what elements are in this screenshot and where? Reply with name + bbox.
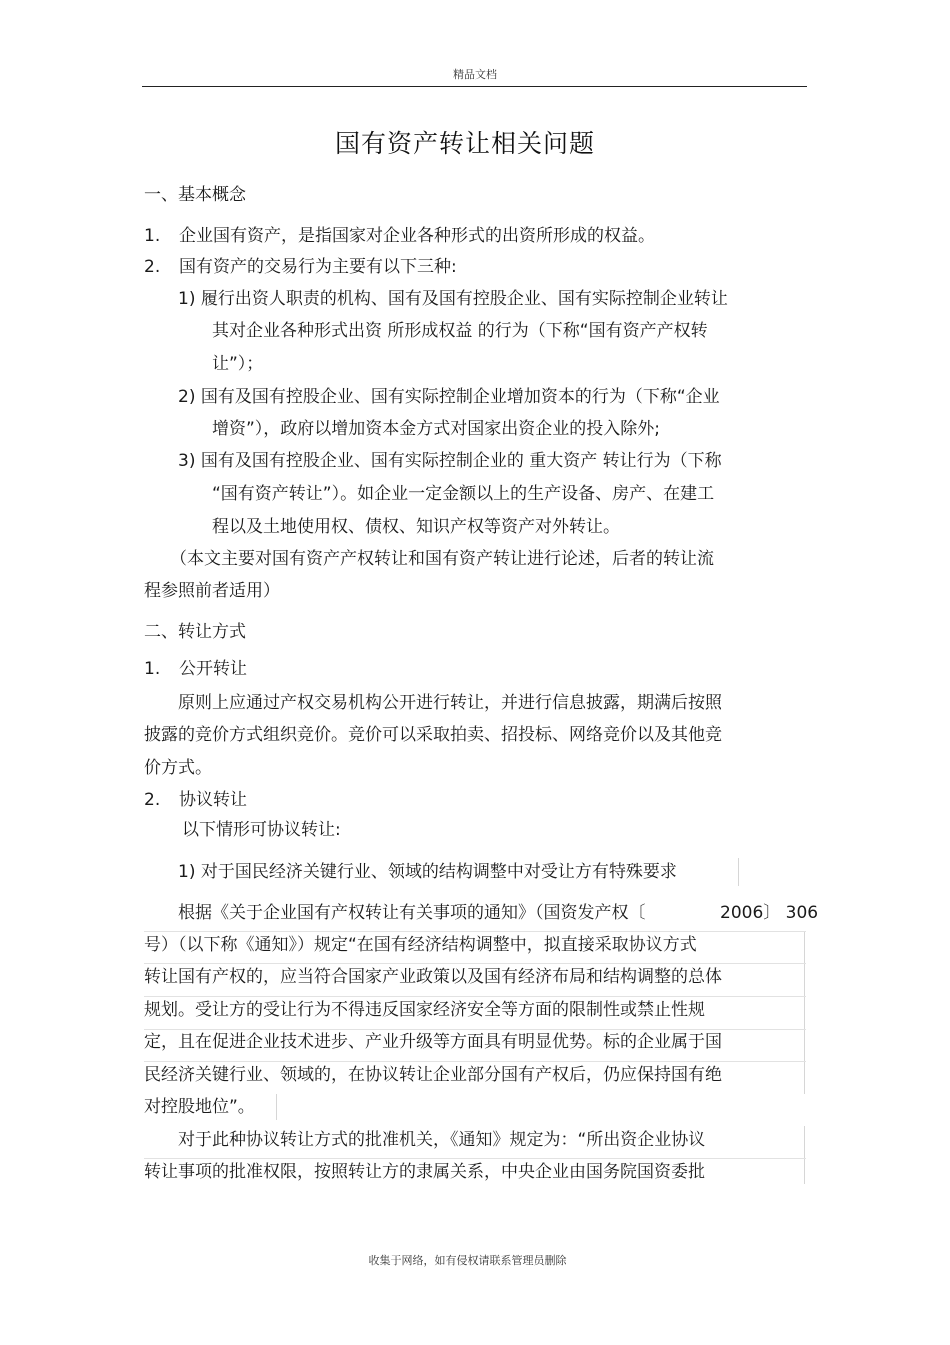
case-line: 1) 对于国民经济关键行业、领域的结构调整中对受让方有特殊要求 — [178, 862, 677, 882]
note-line: 程参照前者适用） — [144, 581, 280, 601]
paragraph-line: 以下情形可协议转让: — [182, 820, 341, 840]
list-item — [144, 789, 247, 811]
sub-item-line: 3) 国有及国有控股企业、国有实际控制企业的 重大资产 转让行为（下称 — [178, 451, 722, 471]
paragraph-line: 号）（以下称《通知》）规定“在国有经济结构调整中，拟直接采取协议方式 — [144, 935, 697, 955]
list-number: 1. — [144, 659, 161, 679]
list-item — [144, 256, 457, 278]
table-border — [144, 1061, 806, 1062]
paragraph-line: 价方式。 — [144, 758, 212, 778]
list-item — [144, 658, 247, 680]
paragraph-line: 定，且在促进企业技术进步、产业升级等方面具有明显优势。标的企业属于国 — [144, 1032, 722, 1052]
sub-item-line: 2) 国有及国有控股企业、国有实际控制企业增加资本的行为（下称“企业 — [178, 387, 720, 407]
table-border — [804, 932, 805, 1094]
list-text: 企业国有资产，是指国家对企业各种形式的出资所形成的权益。 — [179, 226, 655, 246]
paragraph-line: 规划。受让方的受让行为不得违反国家经济安全等方面的限制性或禁止性规 — [144, 1000, 705, 1020]
paragraph-line: 根据《关于企业国有产权转让有关事项的通知》（国资发产权〔 — [178, 903, 646, 923]
table-border — [144, 1029, 806, 1030]
paragraph-line: 对于此种协议转让方式的批准机关，《通知》规定为：“所出资企业协议 — [178, 1130, 706, 1150]
table-border — [144, 963, 806, 964]
table-border — [738, 858, 739, 886]
sub-item-line: 让”）； — [212, 354, 264, 374]
section-heading-transfer-methods: 二、转让方式 — [144, 622, 246, 642]
table-border — [144, 996, 806, 997]
paragraph-line: 原则上应通过产权交易机构公开进行转让，并进行信息披露，期满后按照 — [178, 693, 722, 713]
document-number: 2006〕 306 — [720, 903, 819, 923]
document-title: 国有资产转让相关问题 — [334, 129, 595, 158]
sub-item-line: 1) 履行出资人职责的机构、国有及国有控股企业、国有实际控制企业转让 — [178, 289, 728, 309]
header-divider — [142, 86, 807, 87]
list-item — [144, 225, 655, 247]
list-text: 公开转让 — [179, 659, 247, 679]
sub-item-line: 其对企业各种形式出资 所形成权益 的行为（下称“国有资产产权转 — [212, 321, 708, 341]
table-border — [804, 1126, 805, 1184]
table-border — [276, 1094, 277, 1120]
sub-item-line: “国有资产转让”）。如企业一定金额以上的生产设备、房产、在建工 — [212, 484, 715, 504]
sub-item-line: 程以及土地使用权、债权、知识产权等资产对外转让。 — [212, 517, 620, 537]
page-footer: 收集于网络，如有侵权请联系管理员删除 — [368, 1254, 567, 1267]
sub-item-line: 增资”），政府以增加资本金方式对国家出资企业的投入除外; — [212, 419, 661, 439]
paragraph-line: 对控股地位”。 — [144, 1097, 255, 1117]
note-line: （本文主要对国有资产产权转让和国有资产转让进行论述，后者的转让流 — [170, 549, 714, 569]
paragraph-line: 披露的竞价方式组织竞价。竞价可以采取拍卖、招投标、网络竞价以及其他竞 — [144, 725, 722, 745]
list-number: 2. — [144, 790, 161, 810]
list-number: 1. — [144, 226, 161, 246]
list-number: 2. — [144, 257, 161, 277]
page-header: 精品文档 — [453, 68, 497, 81]
paragraph-line: 民经济关键行业、领域的，在协议转让企业部分国有产权后，仍应保持国有绝 — [144, 1065, 722, 1085]
list-text: 国有资产的交易行为主要有以下三种: — [179, 257, 457, 277]
section-heading-basic-concepts: 一、基本概念 — [144, 185, 246, 205]
list-text: 协议转让 — [179, 790, 247, 810]
table-border — [144, 1158, 806, 1159]
paragraph-line: 转让国有产权的，应当符合国家产业政策以及国有经济布局和结构调整的总体 — [144, 967, 722, 987]
paragraph-line: 转让事项的批准权限，按照转让方的隶属关系，中央企业由国务院国资委批 — [144, 1162, 705, 1182]
table-border — [144, 931, 806, 932]
